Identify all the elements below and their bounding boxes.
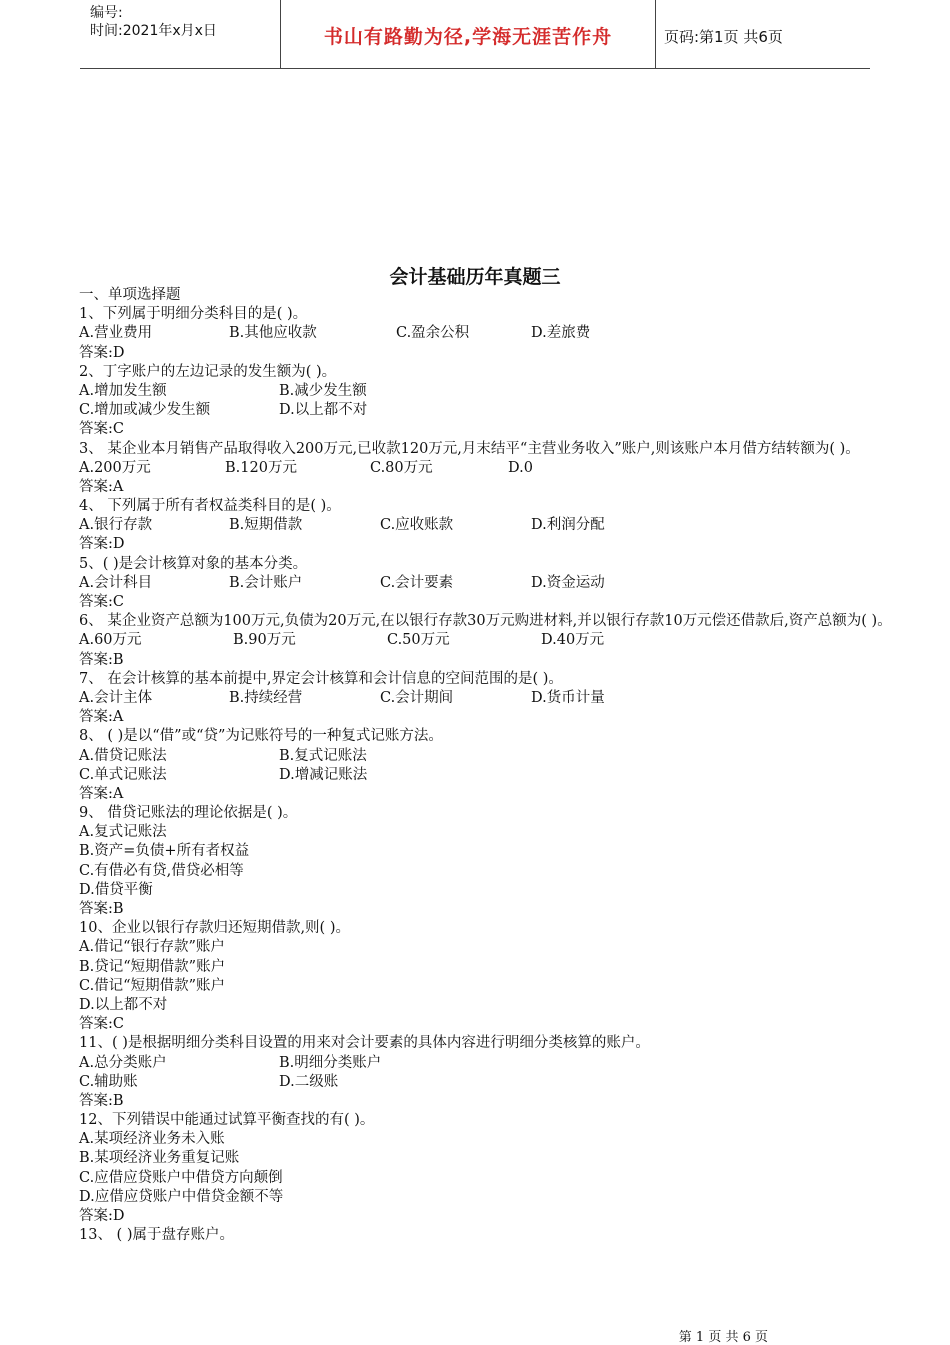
- header-page-cell: [654, 0, 870, 68]
- answer-text: 答案:D: [79, 536, 125, 553]
- option-row: [46, 747, 910, 766]
- question-text: 2、丁字账户的左边记录的发生额为( )。: [79, 363, 337, 380]
- option: B.其他应收款: [229, 325, 317, 342]
- question-list: [46, 286, 910, 1245]
- option: B.减少发生额: [279, 382, 367, 399]
- option: C.应借应贷账户中借贷方向颠倒: [79, 1169, 283, 1186]
- option: A.复式记账法: [79, 824, 167, 841]
- option: C.盈余公积: [396, 325, 470, 342]
- option-row: [46, 574, 910, 593]
- option: B.某项经济业务重复记账: [79, 1150, 240, 1167]
- option: B.贷记“短期借款”账户: [79, 958, 226, 975]
- question-text: 13、 ( )属于盘存账户。: [79, 1227, 234, 1244]
- option-row: [46, 631, 910, 650]
- answer-text: 答案:A: [79, 785, 124, 802]
- option: B.短期借款: [229, 517, 303, 534]
- option: D.利润分配: [531, 517, 605, 534]
- answer-text: 答案:A: [79, 709, 124, 726]
- question-text: 1、下列属于明细分类科目的是( )。: [79, 306, 308, 323]
- question-text: 5、( )是会计核算对象的基本分类。: [79, 555, 308, 572]
- option: A.营业费用: [79, 325, 153, 342]
- page-header: [80, 0, 870, 69]
- question-text: 7、 在会计核算的基本前提中,界定会计核算和会计信息的空间范围的是( )。: [79, 670, 563, 687]
- option: D.差旅费: [531, 325, 591, 342]
- answer-text: 答案:D: [79, 344, 125, 361]
- document-title: 会计基础历年真题三: [389, 266, 561, 288]
- option: D.应借应贷账户中借贷金额不等: [79, 1188, 284, 1205]
- option: B.120万元: [225, 459, 297, 476]
- answer-text: 答案:C: [79, 1016, 124, 1033]
- option: C.有借必有贷,借贷必相等: [79, 862, 244, 879]
- answer-text: 答案:C: [79, 421, 124, 438]
- option: D.以上都不对: [279, 402, 368, 419]
- option: C.借记“短期借款”账户: [79, 977, 226, 994]
- option: B.持续经营: [229, 689, 303, 706]
- option: D.以上都不对: [79, 996, 168, 1013]
- option: C.增加或减少发生额: [79, 402, 211, 419]
- option: A.某项经济业务未入账: [79, 1131, 225, 1148]
- section-heading: 一、单项选择题: [79, 287, 181, 303]
- option-row: [46, 324, 910, 343]
- option-row: [46, 766, 910, 785]
- option: C.应收账款: [380, 517, 454, 534]
- option: B.明细分类账户: [279, 1054, 382, 1071]
- option: D.资金运动: [531, 574, 605, 591]
- question-text: 9、 借贷记账法的理论依据是( )。: [79, 805, 298, 822]
- option: A.会计科目: [79, 574, 153, 591]
- answer-text: 答案:C: [79, 594, 124, 611]
- option: D.0: [508, 459, 533, 476]
- option-row: [46, 401, 910, 420]
- option: A.会计主体: [79, 689, 153, 706]
- option: A.增加发生额: [79, 382, 167, 399]
- option: D.增减记账法: [279, 766, 368, 783]
- header-left-cell: [80, 0, 280, 68]
- answer-text: 答案:B: [79, 651, 124, 668]
- document-time-label: 时间:2021年x月x日: [90, 23, 217, 39]
- question-text: 8、 ( )是以“借”或“贷”为记账符号的一种复式记账方法。: [79, 728, 443, 745]
- answer-text: 答案:B: [79, 901, 124, 918]
- option: D.40万元: [541, 632, 605, 649]
- option-row: [46, 1054, 910, 1073]
- option-row: [46, 459, 910, 478]
- option: C.辅助账: [79, 1073, 138, 1090]
- option: C.会计期间: [380, 689, 454, 706]
- option: C.50万元: [387, 632, 450, 649]
- option-row: [46, 1073, 910, 1092]
- answer-text: 答案:D: [79, 1208, 125, 1225]
- option: B.资产=负债+所有者权益: [79, 843, 250, 860]
- option-row: [46, 516, 910, 535]
- page-footer: 第 1 页 共 6 页: [678, 1330, 768, 1345]
- option: B.复式记账法: [279, 747, 367, 764]
- question-text: 4、 下列属于所有者权益类科目的是( )。: [79, 498, 341, 515]
- option: C.会计要素: [380, 574, 454, 591]
- option: A.总分类账户: [79, 1054, 167, 1071]
- answer-text: 答案:B: [79, 1092, 124, 1109]
- option: A.借贷记账法: [79, 747, 167, 764]
- question-text: 10、企业以银行存款归还短期借款,则( )。: [79, 920, 350, 937]
- answer-text: 答案:A: [79, 478, 124, 495]
- option: D.借贷平衡: [79, 881, 153, 898]
- document-number-label: 编号:: [90, 5, 123, 21]
- option: A.60万元: [79, 632, 142, 649]
- question-text: 3、 某企业本月销售产品取得收入200万元,已收款120万元,月末结平“主营业务收入”账户,则该账户本月借方结转额为( )。: [79, 440, 860, 457]
- question-text: 6、 某企业资产总额为100万元,负债为20万元,在以银行存款30万元购进材料,并以银行存款10万元偿还借款后,资产总额为( )。: [79, 613, 892, 630]
- header-page-info: 页码:第1页 共6页: [664, 28, 783, 46]
- option: A.200万元: [79, 459, 151, 476]
- option: D.货币计量: [531, 689, 605, 706]
- question-text: 12、下列错误中能通过试算平衡查找的有( )。: [79, 1112, 375, 1129]
- question-text: 11、( )是根据明细分类科目设置的用来对会计要素的具体内容进行明细分类核算的账户。: [79, 1035, 650, 1052]
- option-row: [46, 382, 910, 401]
- option: C.单式记账法: [79, 766, 167, 783]
- option-row: [46, 689, 910, 708]
- option: D.二级账: [279, 1073, 339, 1090]
- option: C.80万元: [370, 459, 433, 476]
- header-motto-cell: [280, 0, 656, 68]
- option: A.银行存款: [79, 517, 153, 534]
- motto-text: 书山有路勤为径,学海无涯苦作舟: [323, 26, 613, 48]
- option: A.借记“银行存款”账户: [79, 939, 225, 956]
- option: B.会计账户: [229, 574, 303, 591]
- option: B.90万元: [233, 632, 296, 649]
